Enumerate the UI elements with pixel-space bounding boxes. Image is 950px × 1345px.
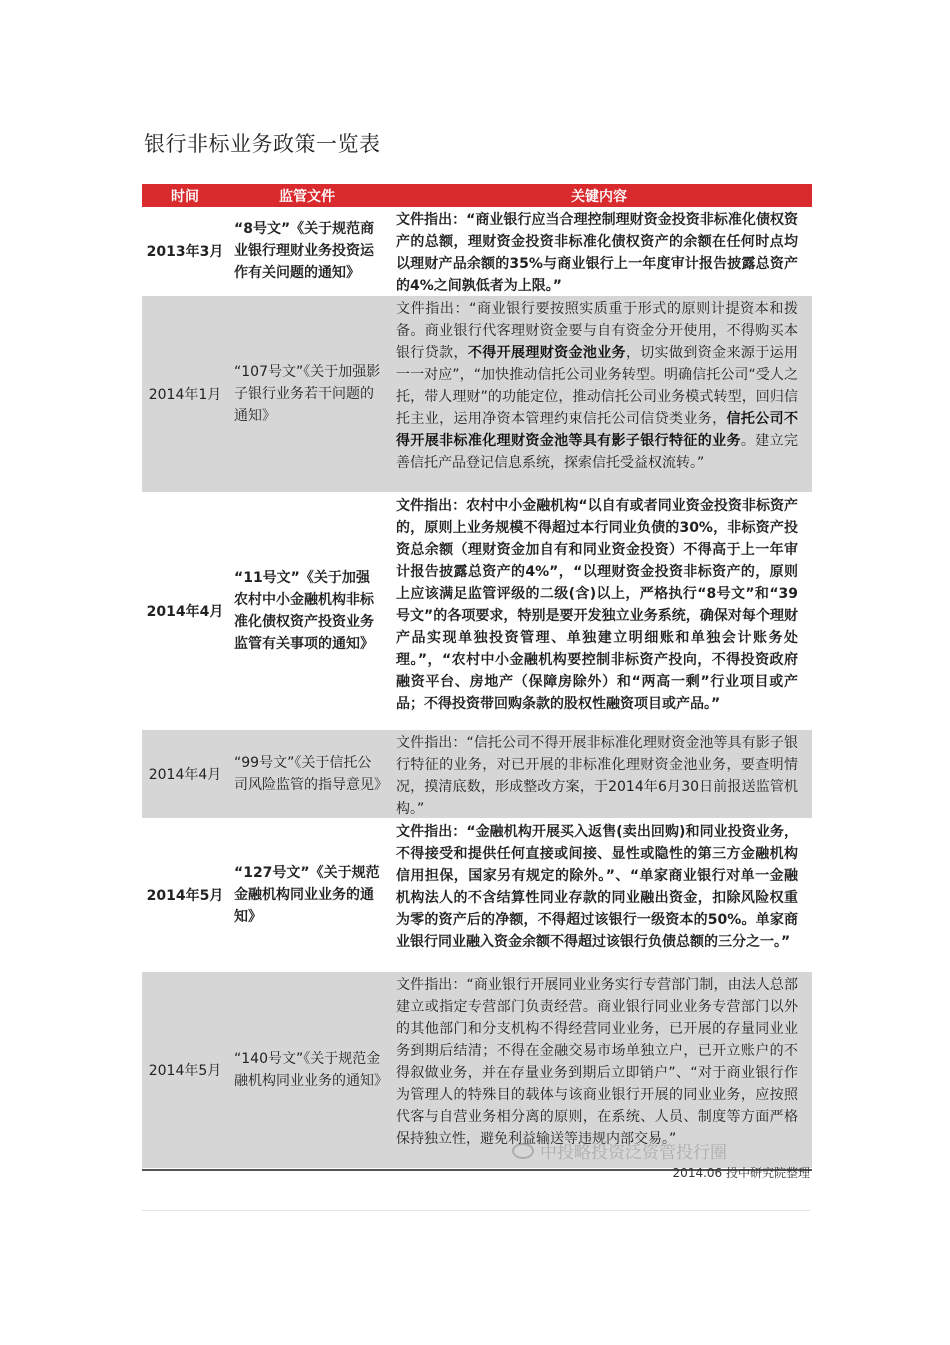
row-time: 2014年4月 — [146, 604, 224, 620]
policy-table — [142, 184, 812, 1171]
footer-divider — [142, 1210, 810, 1211]
watermark — [512, 1138, 727, 1163]
row-document — [228, 972, 386, 1168]
row-content-text: 文件指出：“信托公司不得开展非标准化理财资金池等具有影子银行特征的业务，对已开展的非标准化理财资金池业务，要查明情况，摸清底数，形成整改方案，于2014年6月30日前报送监管机构。” — [396, 735, 798, 817]
row-document-text: “11号文”《关于加强农村中小金融机构非标准化债权资产投资业务监管有关事项的通知》 — [234, 570, 374, 652]
row-content — [386, 296, 812, 492]
table-row — [142, 296, 812, 493]
row-document — [228, 819, 386, 971]
row-time: 2014年1月 — [148, 387, 222, 403]
row-time: 2014年5月 — [148, 1063, 222, 1079]
row-time: 2014年5月 — [146, 888, 224, 904]
row-content-text: 文件指出：“商业银行应当合理控制理财资金投资非标准化债权资产的总额，理财资金投资非标准化债权资产的余额在任何时点均以理财产品余额的35%与商业银行上一年度审计报告披露总资产的4%之间孰低者为上限。” — [396, 212, 798, 294]
row-document-text: “127号文”《关于规范金融机构同业业务的通知》 — [234, 865, 380, 925]
row-content-text: 。建立完善信托产品登记信息系统，探索信托受益权流转。” — [396, 433, 799, 471]
wechat-icon — [512, 1143, 534, 1159]
row-document-text: “99号文”《关于信托公司风险监管的指导意见》 — [234, 755, 388, 793]
row-document-text: “107号文”《关于加强影子银行业务若干问题的通知》 — [234, 364, 381, 424]
row-document — [228, 493, 386, 729]
source-note: 2014.06 投中研究院整理 — [672, 1166, 810, 1180]
row-document-text: “8号文”《关于规范商业银行理财业务投资运作有关问题的通知》 — [234, 221, 375, 281]
row-document — [228, 296, 386, 492]
watermark-text: 中投略投资泛资管投行圈 — [540, 1143, 727, 1163]
page-title: 银行非标业务政策一览表 — [144, 132, 381, 156]
row-content-text: 文件指出：“商业银行开展同业业务实行专营部门制，由法人总部建立或指定专营部门负责经营。商业银行同业业务专营部门以外的其他部门和分支机构不得经营同业业务，已开展的存量同业业务到期后结清；不得在金融交易市场单独立户，已开立账户的不得叙做业务，并在存量业务到期后立即销户”、“对于商业银行作为管理人的特殊目的载体与该商业银行开展的同业业务，应按照代客与自营业务相分离的原则，在系统、人员、制度等方面严格保持独立性，避免利益输送等违规内部交易。” — [396, 977, 798, 1147]
row-content — [386, 819, 812, 971]
row-content-text: 文件指出：“金融机构开展买入返售(卖出回购)和同业投资业务，不得接受和提供任何直接或间接、显性或隐性的第三方金融机构信用担保，国家另有规定的除外。”、“单家商业银行对单一金融机构法人的不含结算性同业存款的同业融出资金，扣除风险权重为零的资产后的净额，不得超过该银行一级资本的50%。单家商业银行同业融入资金余额不得超过该银行负债总额的三分之一。” — [396, 824, 798, 950]
table-row — [142, 730, 812, 819]
row-content-text: 文件指出：农村中小金融机构“以自有或者同业资金投资非标资产的，原则上业务规模不得超过本行同业负债的30%，非标资产投资总余额（理财资金加自有和同业资金投资）不得高于上一年审计报告披露总资产的4%”，“以理财资金投资非标资产的，原则上应该满足监管评级的二级(含)以上，严格执行“8号文”和“39号文”的各项要求，特别是要开发独立业务系统，确保对每个理财产品实现单独投资管理、单独建立明细账和单独会计账务处理。”，“农村中小金融机构要控制非标资产投向，不得投资政府融资平台、房地产（保障房除外）和“两高一剩”行业项目或产品；不得投资带回购条款的股权性融资项目或产品。” — [396, 498, 798, 712]
row-content — [386, 730, 812, 818]
header-document: 监管文件 — [279, 188, 335, 205]
table-header — [142, 184, 812, 207]
row-time: 2014年4月 — [148, 767, 222, 783]
row-content — [386, 207, 812, 295]
table-row — [142, 493, 812, 730]
row-document — [228, 207, 386, 295]
row-time: 2013年3月 — [146, 244, 224, 260]
table-row — [142, 207, 812, 296]
row-content-text: 文件指出：“商业银行要按照实质重于形式的原则计提资本和拨备。商业银行代客理财资金要与自有资金分开使用，不得购买本银行贷款， — [396, 301, 798, 361]
row-content-emphasis: 信托公司不得开展非标准化理财资金池等具有影子银行特征的业务 — [396, 411, 799, 449]
row-document-text: “140号文”《关于规范金融机构同业业务的通知》 — [234, 1051, 388, 1089]
row-content-text: ，切实做到资金来源于运用一一对应”，“加快推动信托公司业务转型。明确信托公司“受人之托，带人理财”的功能定位，推动信托公司业务模式转型，回归信托主业，运用净资本管理约束信托公司信贷类业务， — [396, 345, 799, 427]
table-row — [142, 819, 812, 972]
row-content-emphasis: 不得开展理财资金池业务 — [467, 345, 626, 361]
header-time: 时间 — [171, 188, 199, 205]
row-content — [386, 493, 812, 729]
row-document — [228, 730, 386, 818]
header-content: 关键内容 — [571, 188, 627, 205]
